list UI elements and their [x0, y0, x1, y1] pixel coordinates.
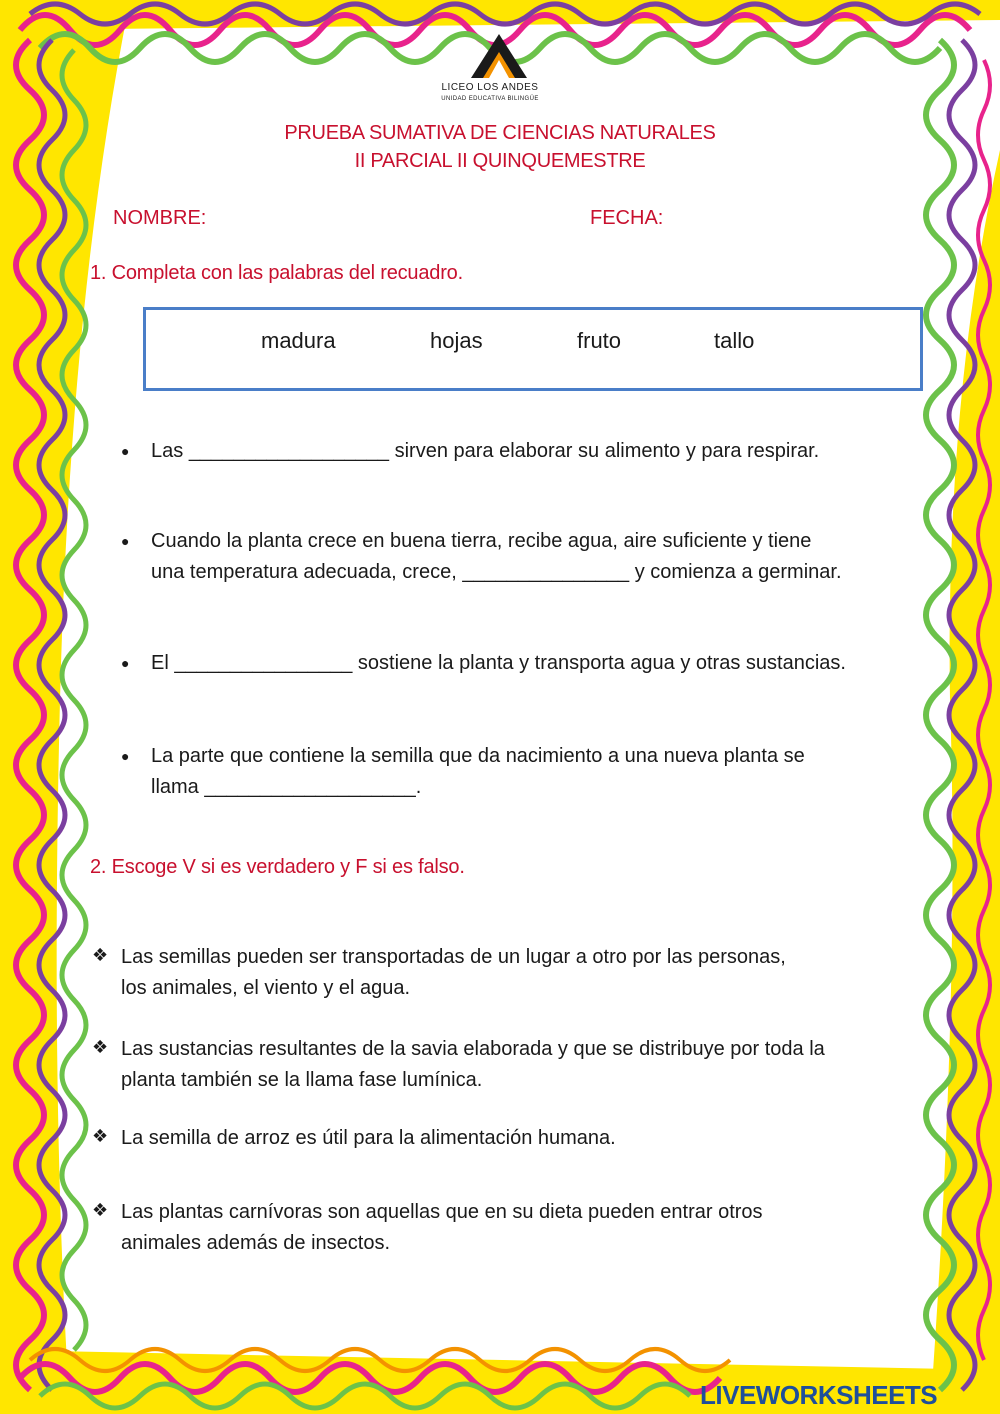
item-text: Las plantas carnívoras son aquellas que en su dieta pueden entrar otros [121, 1201, 763, 1223]
answer-blank[interactable]: _______________ [462, 561, 630, 583]
item-text: La semilla de arroz es útil para la alimentación humana. [121, 1127, 616, 1149]
school-name: LICEO LOS ANDES [441, 82, 539, 93]
item-text: . [415, 776, 422, 798]
bullet-icon: ● [121, 655, 130, 671]
bullet-icon: ● [121, 533, 130, 549]
name-label: NOMBRE: [113, 207, 207, 229]
section-1-heading: 1. Completa con las palabras del recuadro. [90, 262, 463, 284]
item-text: Las [151, 440, 184, 462]
true-false-item-3[interactable] [121, 1123, 909, 1154]
diamond-bullet-icon: ❖ [92, 945, 109, 965]
bullet-icon: ● [121, 748, 130, 764]
word-bank-word: madura [261, 328, 336, 353]
true-false-item-2[interactable] [121, 1034, 909, 1096]
diamond-bullet-icon: ❖ [92, 1126, 109, 1146]
item-text: animales además de insectos. [121, 1232, 391, 1254]
item-text: Las sustancias resultantes de la savia elaborada y que se distribuye por toda la [121, 1038, 825, 1060]
answer-blank[interactable]: __________________ [188, 440, 390, 462]
item-text: una temperatura adecuada, crece, [151, 561, 457, 583]
item-text: planta también se la llama fase lumínica. [121, 1069, 483, 1091]
liveworksheets-watermark: LIVEWORKSHEETS [700, 1380, 938, 1410]
item-text: llama [151, 776, 199, 798]
fill-item-2 [151, 526, 911, 588]
word-bank-word: fruto [577, 328, 622, 353]
true-false-item-1[interactable] [121, 942, 909, 1004]
true-false-item-4[interactable] [121, 1197, 909, 1259]
item-text: los animales, el viento y el agua. [121, 977, 411, 999]
word-bank-word: tallo [714, 328, 755, 353]
item-text: El [151, 652, 169, 674]
bullet-icon: ● [121, 443, 130, 459]
answer-blank[interactable]: ___________________ [204, 776, 416, 798]
fill-item-3 [151, 648, 911, 679]
fill-item-4 [151, 741, 911, 803]
item-text: sirven para elaborar su alimento y para respirar. [394, 440, 820, 462]
word-bank-box [143, 307, 923, 391]
item-text: Las semillas pueden ser transportadas de un lugar a otro por las personas, [121, 946, 786, 968]
page-title: PRUEBA SUMATIVA DE CIENCIAS NATURALES [284, 122, 716, 144]
page-subtitle: II PARCIAL II QUINQUEMESTRE [354, 150, 646, 172]
item-text: Cuando la planta crece en buena tierra, recibe agua, aire suficiente y tiene [151, 530, 812, 552]
section-2-heading: 2. Escoge V si es verdadero y F si es falso. [90, 856, 465, 878]
diamond-bullet-icon: ❖ [92, 1037, 109, 1057]
fill-item-1 [151, 436, 911, 467]
school-logo-icon [469, 32, 529, 80]
item-text: sostiene la planta y transporta agua y otras sustancias. [357, 652, 846, 674]
item-text: y comienza a germinar. [634, 561, 842, 583]
date-label: FECHA: [590, 207, 664, 229]
answer-blank[interactable]: ________________ [174, 652, 353, 674]
item-text: La parte que contiene la semilla que da nacimiento a una nueva planta se [151, 745, 805, 767]
diamond-bullet-icon: ❖ [92, 1200, 109, 1220]
school-subtitle: UNIDAD EDUCATIVA BILINGÜE [441, 96, 539, 102]
word-bank-word: hojas [430, 328, 483, 353]
